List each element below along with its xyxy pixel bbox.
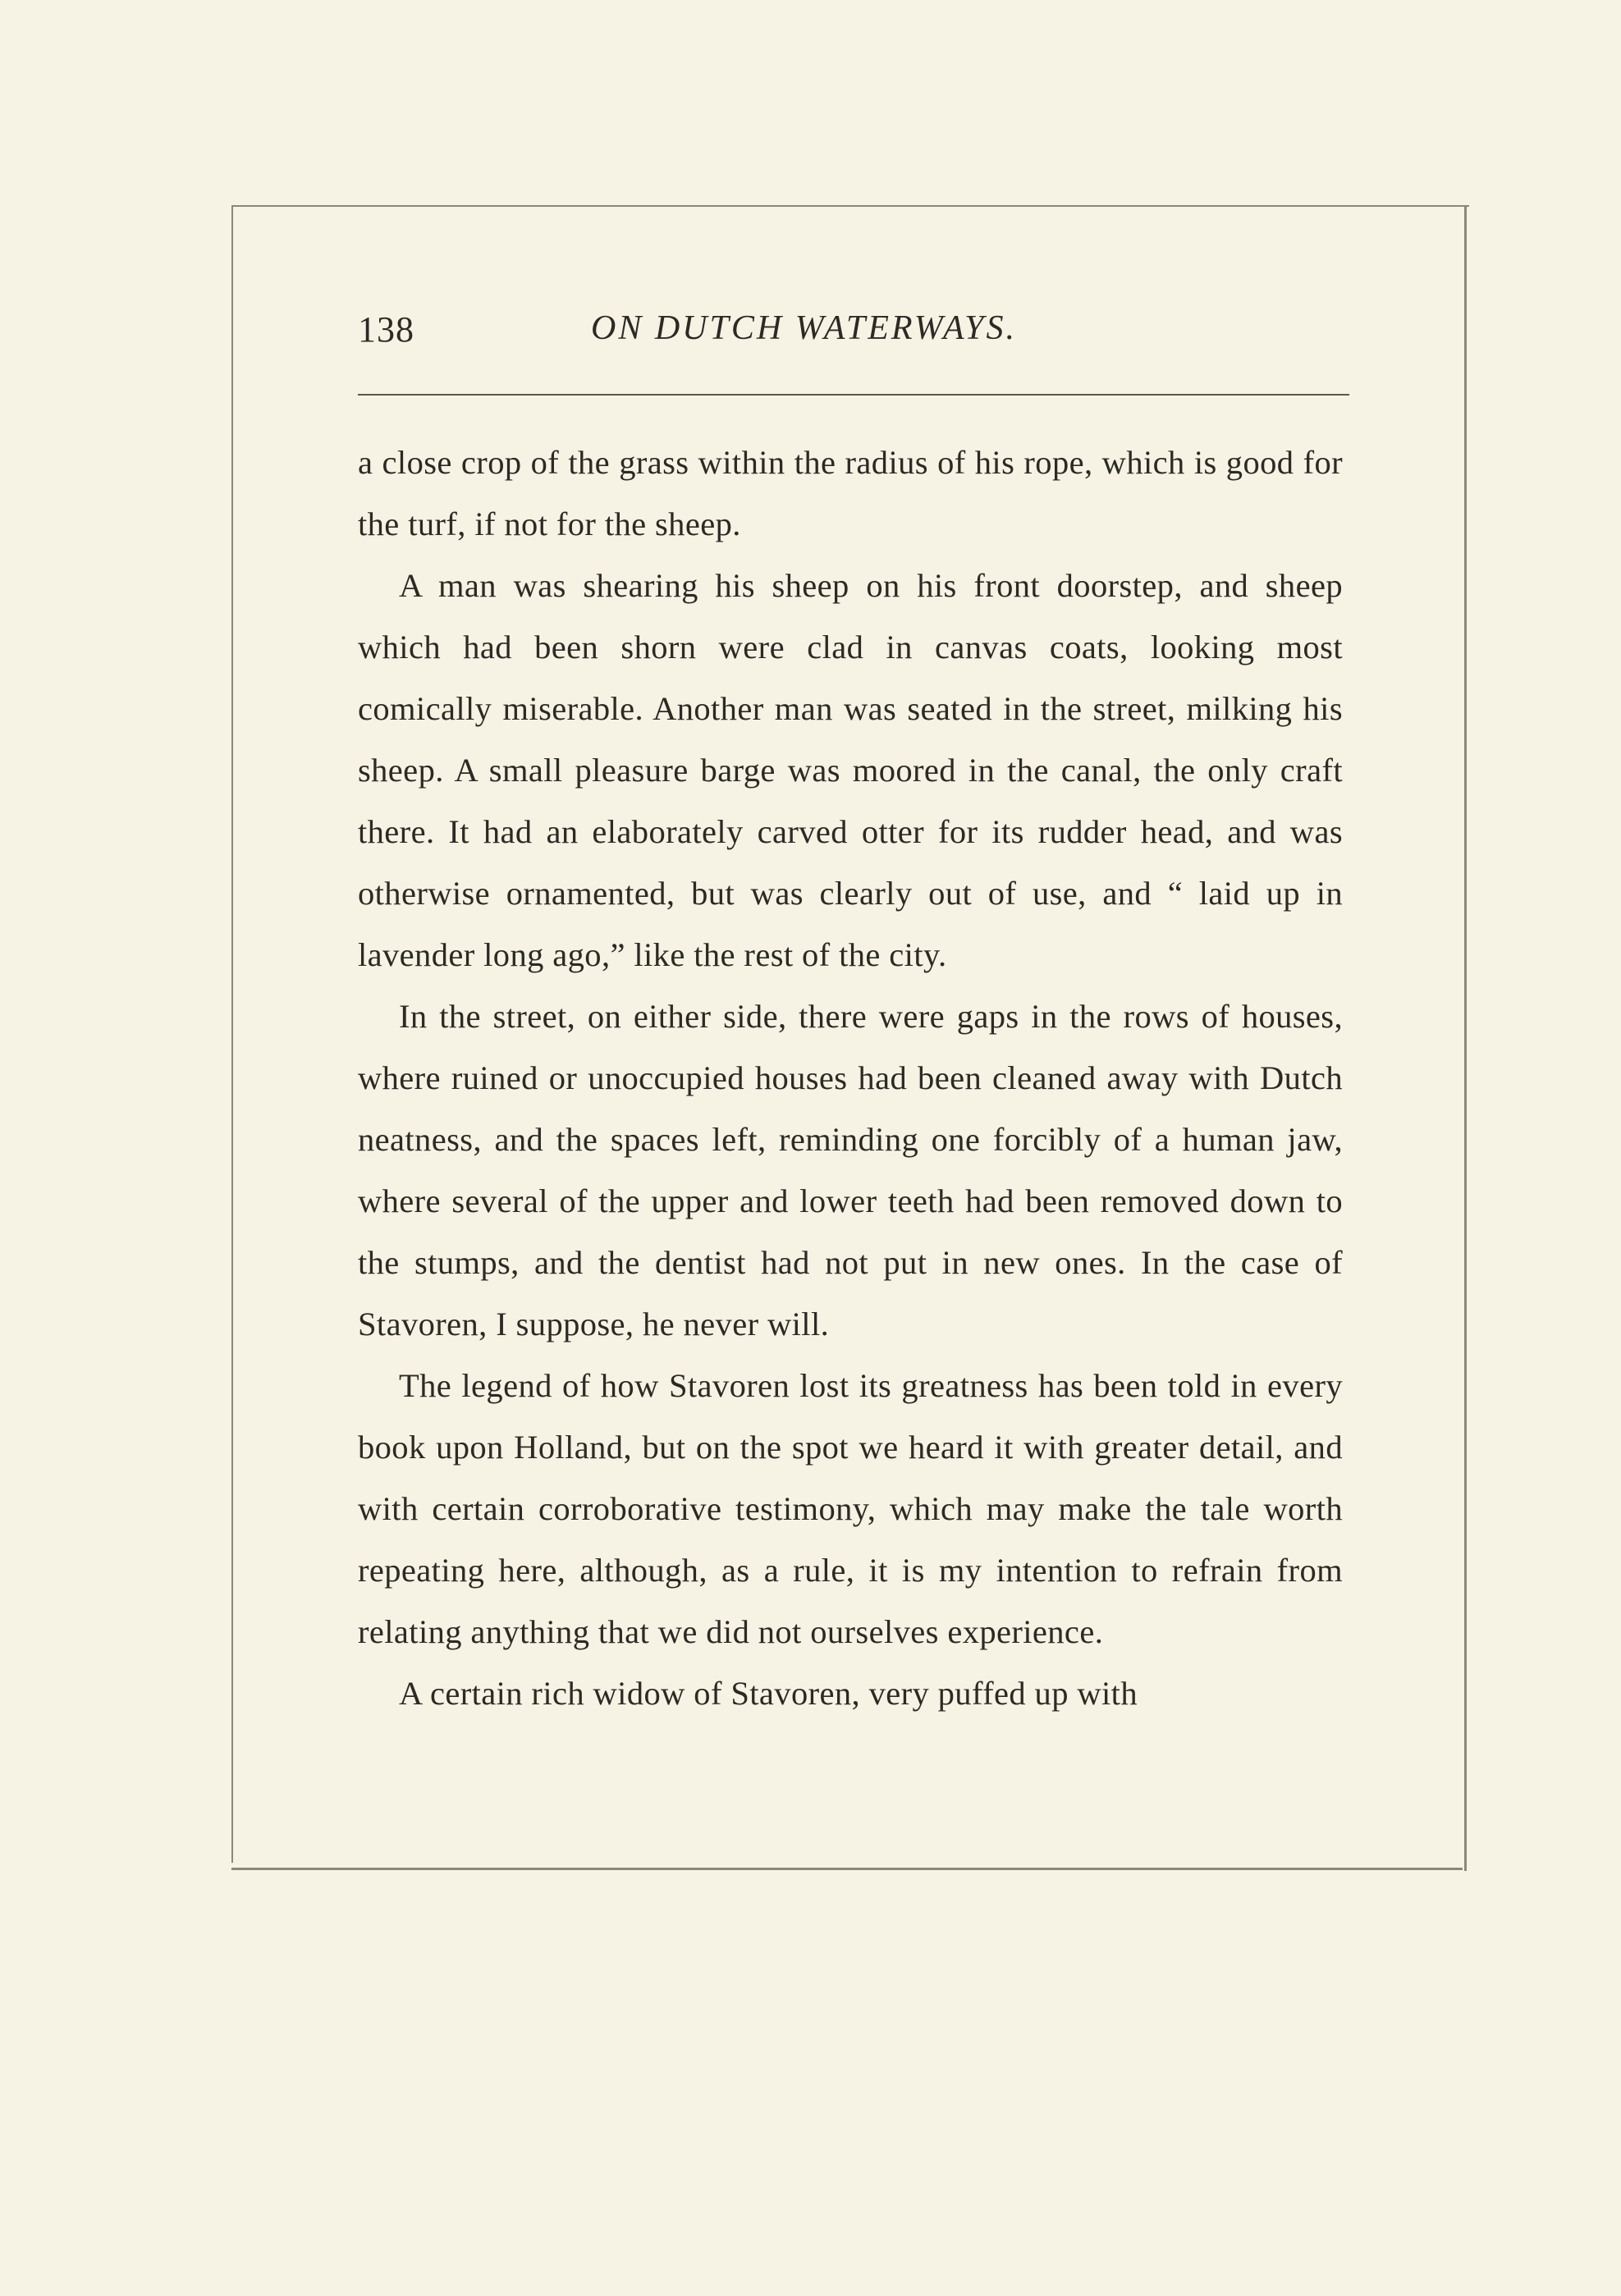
page-frame-bottom-line [231,1868,1463,1870]
paragraph: A man was shearing his sheep on his front doorstep, and sheep which had been shorn were clad in canvas coats, looking most comically miserable. Another man was seated in the street, milking his sheep. A small pleasure barge was moored in the canal, the only craft there. It had an elaborately carved otter for its rudder head, and was otherwise ornamented, but was clearly out of use, and “ laid up in lavender long ago,” like the rest of the city. [358,567,1343,973]
body-text [358,432,1343,1724]
running-title: ON DUTCH WATERWAYS. [591,309,1018,347]
paragraph: The legend of how Stavoren lost its greatness has been told in every book upon Holland, but on the spot we heard it with greater detail, and with certain corroborative testimony, which may make the tale worth repeating here, although, as a rule, it is my intention to refrain from relating anything that we did not ourselves experience. [358,1367,1343,1650]
page-number: 138 [358,309,414,350]
page-frame-left-line [231,205,233,1863]
paragraph: In the street, on either side, there were gaps in the rows of houses, where ruined or unoccupied houses had been cleaned away with Dutch neatness, and the spaces left, reminding one forcibly of a human jaw, where several of the upper and lower teeth had been removed down to the stumps, and the dentist had not put in new ones. In the case of Stavoren, I suppose, he never will. [358,998,1343,1342]
running-header [358,309,1349,366]
paragraph-continued: a close crop of the grass within the radius of his rope, which is good for the turf, if not for the sheep. [358,444,1343,542]
page-frame-top-line [231,205,1469,207]
header-rule [358,394,1349,396]
paragraph: A certain rich widow of Stavoren, very puffed up with [399,1675,1138,1712]
page-frame-right-line [1464,205,1467,1871]
